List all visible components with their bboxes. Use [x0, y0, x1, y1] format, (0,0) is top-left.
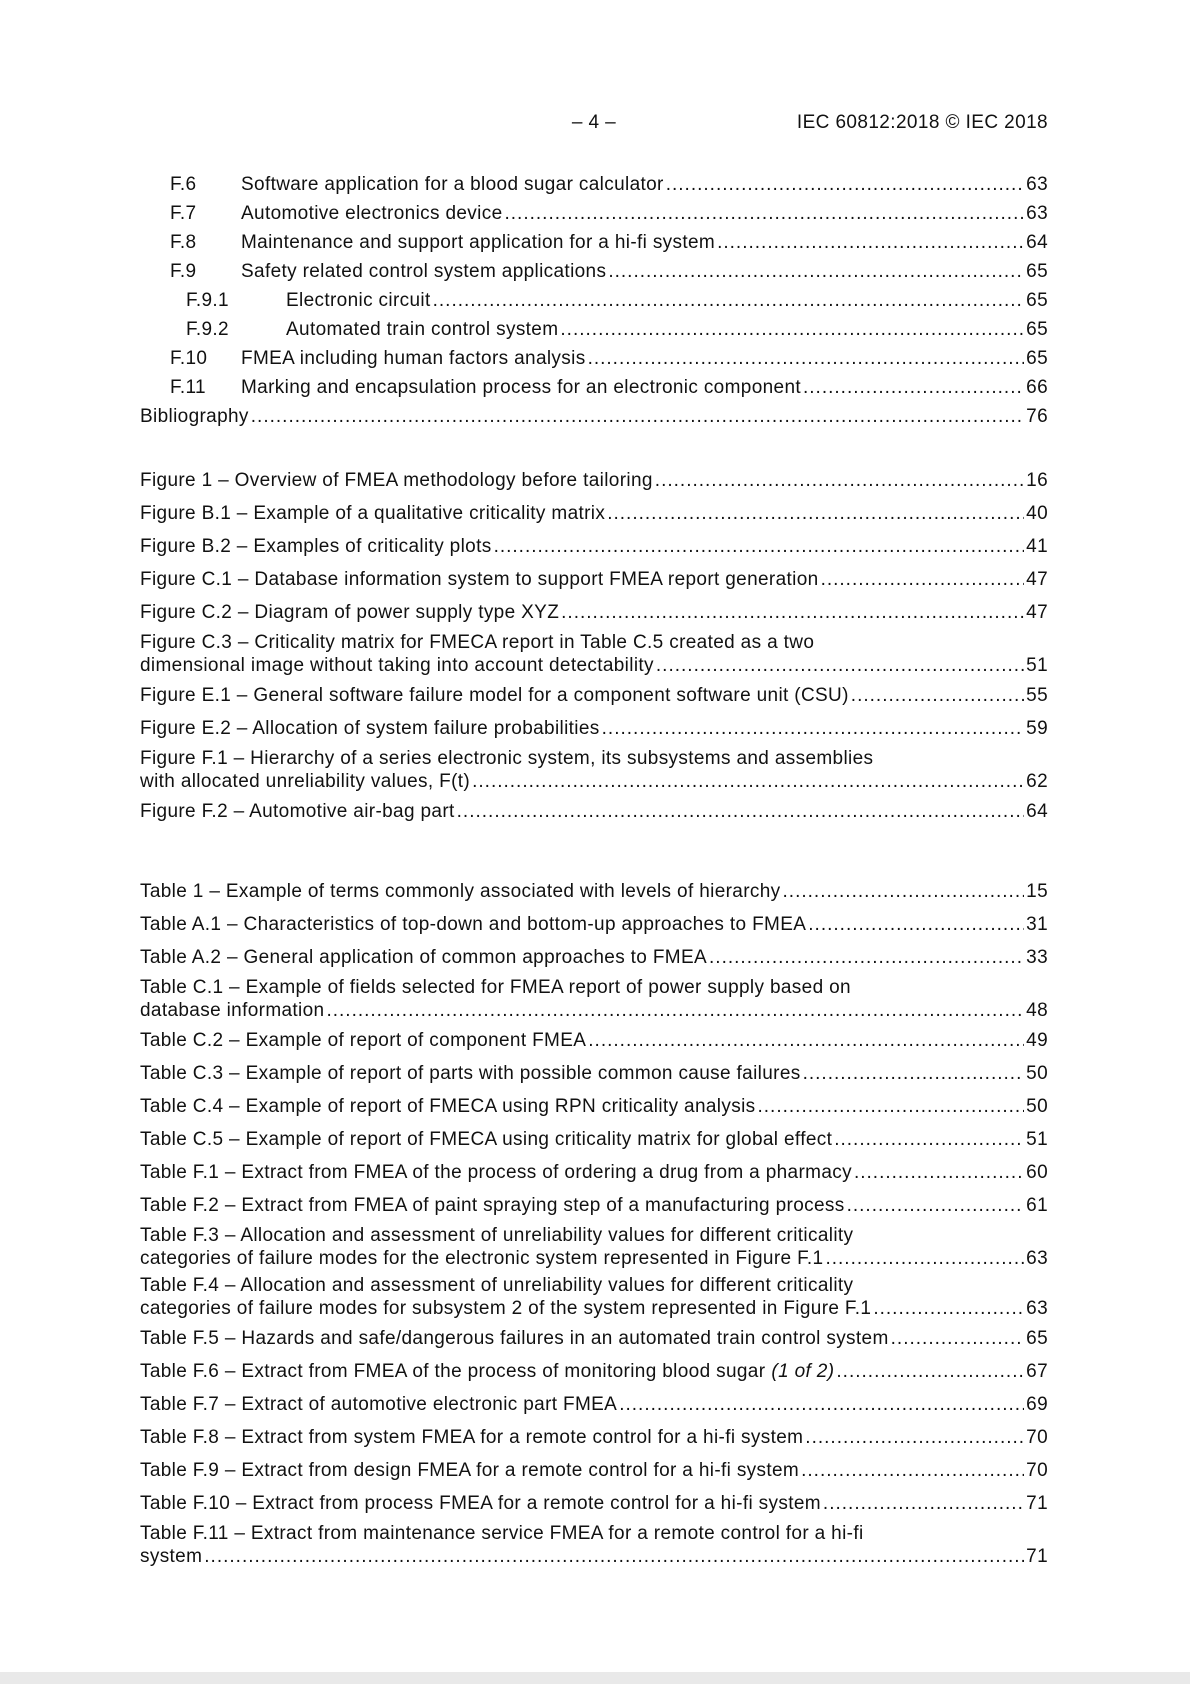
toc-entry-title: Safety related control system applications: [241, 261, 607, 282]
figure-entry-page: 41: [1026, 536, 1048, 557]
toc-entry-number: F.9.1: [186, 290, 229, 311]
toc-entry-page: 65: [1026, 290, 1048, 311]
table-entry-page: 50: [1026, 1096, 1048, 1117]
toc-entry-page: 66: [1026, 377, 1048, 398]
table-entry-title: Table F.1 – Extract from FMEA of the process of ordering a drug from a pharmacy: [140, 1162, 852, 1183]
dot-leader: [494, 532, 1025, 561]
table-entry[interactable]: [140, 976, 1048, 1022]
table-entry-title-cont: categories of failure modes for subsystem 2 of the system represented in Figure F.1: [140, 1298, 872, 1319]
dot-leader: [561, 598, 1024, 627]
table-entry-page: 15: [1026, 881, 1048, 902]
table-entry-title: Table F.8 – Extract from system FMEA for a remote control for a hi-fi system: [140, 1427, 804, 1448]
table-entry-title: Table A.2 – General application of common approaches to FMEA: [140, 947, 708, 968]
table-entry-page: 70: [1026, 1427, 1048, 1448]
figure-entry-title: Figure C.1 – Database information system to support FMEA report generation: [140, 569, 819, 590]
table-entry-title: Table C.5 – Example of report of FMECA using criticality matrix for global effect: [140, 1129, 833, 1150]
toc-entry-number: F.7: [170, 203, 197, 224]
toc-entry[interactable]: [140, 257, 1048, 286]
table-entry-title: Table F.2 – Extract from FMEA of paint spraying step of a manufacturing process: [140, 1195, 845, 1216]
table-entry-page: 33: [1026, 947, 1048, 968]
figure-entry[interactable]: [140, 532, 1048, 561]
toc-entry-number: F.9.2: [186, 319, 229, 340]
toc-entry-title: Automotive electronics device: [241, 203, 503, 224]
toc-entry-title: Automated train control system: [286, 319, 559, 340]
figure-entry-page: 62: [1026, 771, 1048, 792]
list-of-figures: [140, 466, 1048, 830]
figure-entry-title: Figure B.1 – Example of a qualitative criticality matrix: [140, 503, 606, 524]
toc-sections: [140, 170, 1048, 431]
figure-entry-title: Figure B.2 – Examples of criticality plots: [140, 536, 492, 557]
figure-entry[interactable]: [140, 466, 1048, 495]
table-entry-title-italic: (1 of 2): [771, 1361, 835, 1382]
toc-entry-number: F.8: [170, 232, 197, 253]
table-entry-title: Table F.5 – Hazards and safe/dangerous failures in an automated train control system: [140, 1328, 889, 1349]
toc-entry-title: FMEA including human factors analysis: [241, 348, 586, 369]
figure-entry-page: 16: [1026, 470, 1048, 491]
figure-entry-page: 59: [1026, 718, 1048, 739]
figure-entry-title: Figure F.2 – Automotive air-bag part: [140, 801, 455, 822]
dot-leader: [656, 654, 1024, 677]
table-entry[interactable]: [140, 1224, 1048, 1270]
toc-entry-page: 76: [1026, 406, 1048, 427]
dot-leader: [803, 1059, 1025, 1088]
figure-entry-page: 47: [1026, 569, 1048, 590]
dot-leader: [891, 1324, 1025, 1353]
figure-entry[interactable]: [140, 499, 1048, 528]
figure-entry-page: 55: [1026, 685, 1048, 706]
dot-leader: [619, 1390, 1024, 1419]
table-entry-title: Table F.3 – Allocation and assessment of unreliability values for different criticality: [140, 1225, 854, 1246]
figure-entry-title-cont: dimensional image without taking into account detectability: [140, 655, 654, 676]
dot-leader: [873, 1297, 1024, 1320]
viewer-bottom-edge: [0, 1672, 1190, 1684]
table-entry[interactable]: [140, 1158, 1048, 1187]
table-entry-title: Table C.1 – Example of fields selected for FMEA report of power supply based on: [140, 977, 851, 998]
dot-leader: [588, 1026, 1024, 1055]
toc-entry-number: F.9: [170, 261, 197, 282]
dot-leader: [825, 1247, 1024, 1270]
table-entry-title: Table F.9 – Extract from design FMEA for a remote control for a hi-fi system: [140, 1460, 800, 1481]
table-entry[interactable]: [140, 1522, 1048, 1568]
dot-leader: [847, 1191, 1025, 1220]
table-entry-title: Table F.6 – Extract from FMEA of the process of monitoring blood sugar: [140, 1361, 766, 1382]
table-entry-page: 61: [1026, 1195, 1048, 1216]
toc-entry-bibliography[interactable]: [140, 402, 1048, 431]
toc-entry-title: Bibliography: [140, 406, 249, 427]
table-entry-title: Table 1 – Example of terms commonly associated with levels of hierarchy: [140, 881, 781, 902]
table-entry[interactable]: [140, 1191, 1048, 1220]
document-id: IEC 60812:2018 © IEC 2018: [796, 112, 1048, 133]
table-entry-title: Table F.11 – Extract from maintenance service FMEA for a remote control for a hi-fi: [140, 1523, 864, 1544]
dot-leader: [602, 714, 1025, 743]
table-entry[interactable]: [140, 1059, 1048, 1088]
table-entry[interactable]: [140, 1125, 1048, 1154]
dot-leader: [457, 797, 1025, 826]
dot-leader: [251, 402, 1024, 431]
page-number: – 4 –: [571, 112, 617, 133]
toc-entry[interactable]: [140, 344, 1048, 373]
toc-entry[interactable]: [140, 199, 1048, 228]
figure-entry-page: 40: [1026, 503, 1048, 524]
figure-entry-title-cont: with allocated unreliability values, F(t): [140, 771, 471, 792]
dot-leader: [854, 1158, 1024, 1187]
table-entry-title: Table A.1 – Characteristics of top-down and bottom-up approaches to FMEA: [140, 914, 807, 935]
table-entry-page: 67: [1026, 1361, 1048, 1382]
table-entry[interactable]: [140, 1423, 1048, 1452]
toc-entry[interactable]: [140, 373, 1048, 402]
table-entry[interactable]: [140, 1324, 1048, 1353]
toc-entry-page: 65: [1026, 261, 1048, 282]
dot-leader: [433, 286, 1025, 315]
table-entry-title-cont: database information: [140, 1000, 325, 1021]
dot-leader: [655, 466, 1024, 495]
table-entry-page: 65: [1026, 1328, 1048, 1349]
dot-leader: [326, 999, 1024, 1022]
dot-leader: [505, 199, 1025, 228]
table-entry[interactable]: [140, 943, 1048, 972]
table-entry-title: Table C.2 – Example of report of component FMEA: [140, 1030, 587, 1051]
dot-leader: [758, 1092, 1025, 1121]
figure-entry-page: 64: [1026, 801, 1048, 822]
table-entry[interactable]: [140, 1357, 1048, 1386]
dot-leader: [801, 1456, 1024, 1485]
table-entry-page: 48: [1026, 1000, 1048, 1021]
table-entry-page: 70: [1026, 1460, 1048, 1481]
table-entry[interactable]: [140, 877, 1048, 906]
dot-leader: [588, 344, 1025, 373]
dot-leader: [821, 565, 1025, 594]
table-entry-title-cont: system: [140, 1546, 203, 1567]
table-entry-page: 69: [1026, 1394, 1048, 1415]
table-entry-page: 50: [1026, 1063, 1048, 1084]
table-entry-page: 71: [1026, 1493, 1048, 1514]
figure-entry-title: Figure E.2 – Allocation of system failure probabilities: [140, 718, 600, 739]
figure-entry-page: 51: [1026, 655, 1048, 676]
dot-leader: [204, 1545, 1024, 1568]
table-entry[interactable]: [140, 1092, 1048, 1121]
toc-entry-title: Marking and encapsulation process for an electronic component: [241, 377, 801, 398]
figure-entry-page: 47: [1026, 602, 1048, 623]
figure-entry-title: Figure F.1 – Hierarchy of a series electronic system, its subsystems and assemblies: [140, 748, 874, 769]
table-entry-page: 60: [1026, 1162, 1048, 1183]
toc-entry[interactable]: [140, 170, 1048, 199]
table-entry[interactable]: [140, 1026, 1048, 1055]
figure-entry[interactable]: [140, 565, 1048, 594]
toc-entry-page: 63: [1026, 174, 1048, 195]
table-entry-page: 49: [1026, 1030, 1048, 1051]
figure-entry-title: Figure E.1 – General software failure model for a component software unit (CSU): [140, 685, 849, 706]
dot-leader: [805, 1423, 1024, 1452]
figure-entry[interactable]: [140, 681, 1048, 710]
dot-leader: [608, 257, 1024, 286]
toc-entry-number: F.11: [170, 377, 206, 398]
table-entry-title: Table F.4 – Allocation and assessment of unreliability values for different criticality: [140, 1275, 854, 1296]
table-entry-title: Table F.10 – Extract from process FMEA for a remote control for a hi-fi system: [140, 1493, 821, 1514]
dot-leader: [803, 373, 1024, 402]
table-entry-title: Table F.7 – Extract of automotive electronic part FMEA: [140, 1394, 618, 1415]
table-entry-page: 63: [1026, 1248, 1048, 1269]
table-entry-page: 31: [1026, 914, 1048, 935]
dot-leader: [709, 943, 1024, 972]
dot-leader: [808, 910, 1024, 939]
table-entry-title: Table C.3 – Example of report of parts with possible common cause failures: [140, 1063, 801, 1084]
dot-leader: [560, 315, 1024, 344]
figure-entry-title: Figure 1 – Overview of FMEA methodology before tailoring: [140, 470, 653, 491]
figure-entry-title: Figure C.2 – Diagram of power supply type XYZ: [140, 602, 560, 623]
dot-leader: [836, 1357, 1024, 1386]
table-entry-page: 63: [1026, 1298, 1048, 1319]
toc-entry-page: 65: [1026, 319, 1048, 340]
table-entry[interactable]: [140, 1274, 1048, 1320]
dot-leader: [823, 1489, 1024, 1518]
toc-entry-page: 64: [1026, 232, 1048, 253]
dot-leader: [783, 877, 1025, 906]
toc-entry[interactable]: [140, 286, 1048, 315]
figure-entry[interactable]: [140, 797, 1048, 826]
toc-entry-page: 63: [1026, 203, 1048, 224]
dot-leader: [607, 499, 1024, 528]
table-entry-title-cont: categories of failure modes for the electronic system represented in Figure F.1: [140, 1248, 824, 1269]
table-entry[interactable]: [140, 1390, 1048, 1419]
toc-entry-number: F.10: [170, 348, 208, 369]
toc-entry[interactable]: [140, 315, 1048, 344]
toc-entry-title: Electronic circuit: [286, 290, 431, 311]
dot-leader: [851, 681, 1024, 710]
table-entry[interactable]: [140, 1489, 1048, 1518]
dot-leader: [834, 1125, 1024, 1154]
figure-entry[interactable]: [140, 747, 1048, 793]
dot-leader: [472, 770, 1024, 793]
toc-entry-page: 65: [1026, 348, 1048, 369]
toc-entry-title: Software application for a blood sugar calculator: [241, 174, 664, 195]
table-entry-page: 71: [1026, 1546, 1048, 1567]
dot-leader: [666, 170, 1024, 199]
toc-entry-number: F.6: [170, 174, 197, 195]
table-entry-page: 51: [1026, 1129, 1048, 1150]
figure-entry[interactable]: [140, 631, 1048, 677]
figure-entry[interactable]: [140, 598, 1048, 627]
table-entry-title: Table C.4 – Example of report of FMECA using RPN criticality analysis: [140, 1096, 756, 1117]
dot-leader: [717, 228, 1024, 257]
figure-entry[interactable]: [140, 714, 1048, 743]
toc-entry-title: Maintenance and support application for a hi-fi system: [241, 232, 716, 253]
figure-entry-title: Figure C.3 – Criticality matrix for FMECA report in Table C.5 created as a two: [140, 632, 815, 653]
list-of-tables: [140, 877, 1048, 1572]
page-header: [140, 112, 1048, 138]
table-entry[interactable]: [140, 910, 1048, 939]
toc-entry[interactable]: [140, 228, 1048, 257]
table-entry[interactable]: [140, 1456, 1048, 1485]
